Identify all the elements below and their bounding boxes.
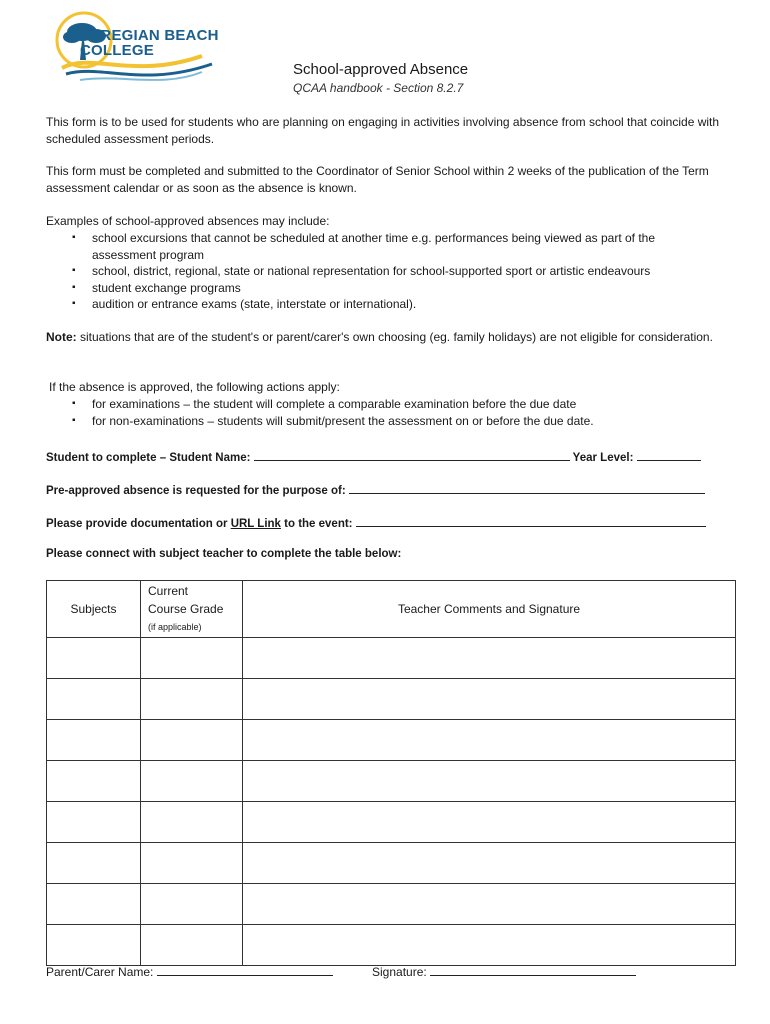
subject-cell[interactable] (47, 679, 141, 720)
subject-cell[interactable] (47, 720, 141, 761)
signature-row (372, 964, 636, 979)
grade-header (141, 581, 243, 638)
grade-header-note: (if applicable) (148, 622, 202, 632)
table-body (47, 638, 736, 966)
subject-cell[interactable] (47, 638, 141, 679)
comments-cell[interactable] (243, 720, 736, 761)
student-name-label: Student to complete – Student Name: (46, 452, 251, 464)
table-row (47, 802, 736, 843)
purpose-row (46, 482, 705, 497)
logo-line-1: PEREGIAN BEACH (80, 27, 219, 44)
table-row (47, 761, 736, 802)
purpose-label: Pre-approved absence is requested for the purpose of: (46, 485, 346, 497)
documentation-row (46, 515, 706, 530)
list-item: ▪ school, district, regional, state or national representation for school-supported sport or artistic endeavours (72, 263, 722, 280)
table-header-row (47, 581, 736, 638)
list-item: ▪ audition or entrance exams (state, interstate or international). (72, 296, 722, 313)
subjects-header: Subjects (47, 581, 141, 638)
table-row (47, 925, 736, 966)
list-item: ▪ school excursions that cannot be scheduled at another time e.g. performances being viewed as part of the assessment program (72, 230, 722, 263)
documentation-label-end: to the event: (280, 518, 353, 530)
page-title: School-approved Absence (293, 61, 469, 78)
documentation-field[interactable] (356, 515, 706, 527)
logo-line-2: COLLEGE (80, 42, 154, 59)
note-label: Note: (46, 330, 77, 344)
grade-cell[interactable] (141, 679, 243, 720)
documentation-label: Please provide documentation or (46, 518, 231, 530)
subject-table (46, 580, 736, 966)
list-item: ▪ student exchange programs (72, 280, 722, 297)
subject-cell[interactable] (47, 925, 141, 966)
note-paragraph (46, 329, 736, 346)
parent-name-row (46, 964, 333, 979)
note-text: situations that are of the student's or parent/carer's own choosing (eg. family holidays) are not eligible for consideration. (76, 330, 713, 344)
student-name-row (46, 449, 701, 464)
comments-cell[interactable] (243, 925, 736, 966)
actions-heading: If the absence is approved, the following actions apply: (49, 380, 340, 394)
subject-cell[interactable] (47, 761, 141, 802)
comments-cell[interactable] (243, 884, 736, 925)
grade-cell[interactable] (141, 925, 243, 966)
comments-header: Teacher Comments and Signature (243, 581, 736, 638)
list-item: ▪ for examinations – the student will complete a comparable examination before the due date (72, 396, 722, 413)
page-subtitle: QCAA handbook - Section 8.2.7 (293, 81, 464, 95)
comments-cell[interactable] (243, 843, 736, 884)
subject-cell[interactable] (47, 802, 141, 843)
parent-name-label: Parent/Carer Name: (46, 965, 154, 979)
url-link[interactable]: URL Link (230, 518, 281, 530)
parent-name-field[interactable] (157, 964, 333, 976)
grade-cell[interactable] (141, 843, 243, 884)
table-row (47, 843, 736, 884)
comments-cell[interactable] (243, 679, 736, 720)
examples-list (72, 230, 722, 313)
grade-cell[interactable] (141, 761, 243, 802)
purpose-field[interactable] (349, 482, 705, 494)
list-item: ▪ for non-examinations – students will submit/present the assessment on or before the due date. (72, 413, 722, 430)
year-level-label: Year Level: (572, 452, 634, 464)
comments-cell[interactable] (243, 638, 736, 679)
signature-field[interactable] (430, 964, 636, 976)
subject-cell[interactable] (47, 884, 141, 925)
intro-paragraph-2: This form must be completed and submitted to the Coordinator of Senior School within 2 weeks of the publication of the Term assessment calendar or as soon as the absence is known. (46, 164, 709, 195)
grade-header-line-1: Current (148, 584, 189, 598)
table-intro: Please connect with subject teacher to complete the table below: (46, 548, 402, 560)
logo-wordmark (80, 28, 219, 58)
grade-cell[interactable] (141, 720, 243, 761)
grade-cell[interactable] (141, 638, 243, 679)
student-name-field[interactable] (254, 449, 570, 461)
comments-cell[interactable] (243, 761, 736, 802)
table-row (47, 638, 736, 679)
table-row (47, 679, 736, 720)
grade-header-line-2: Course Grade (148, 602, 224, 616)
signature-label: Signature: (372, 965, 427, 979)
subject-cell[interactable] (47, 843, 141, 884)
grade-cell[interactable] (141, 802, 243, 843)
table-row (47, 884, 736, 925)
actions-list (72, 396, 722, 429)
grade-cell[interactable] (141, 884, 243, 925)
examples-heading: Examples of school-approved absences may include: (46, 214, 330, 228)
year-level-field[interactable] (637, 449, 701, 461)
comments-cell[interactable] (243, 802, 736, 843)
table-row (47, 720, 736, 761)
intro-paragraph-1: This form is to be used for students who are planning on engaging in activities involving absence from school that coincide with scheduled assessment periods. (46, 115, 720, 146)
